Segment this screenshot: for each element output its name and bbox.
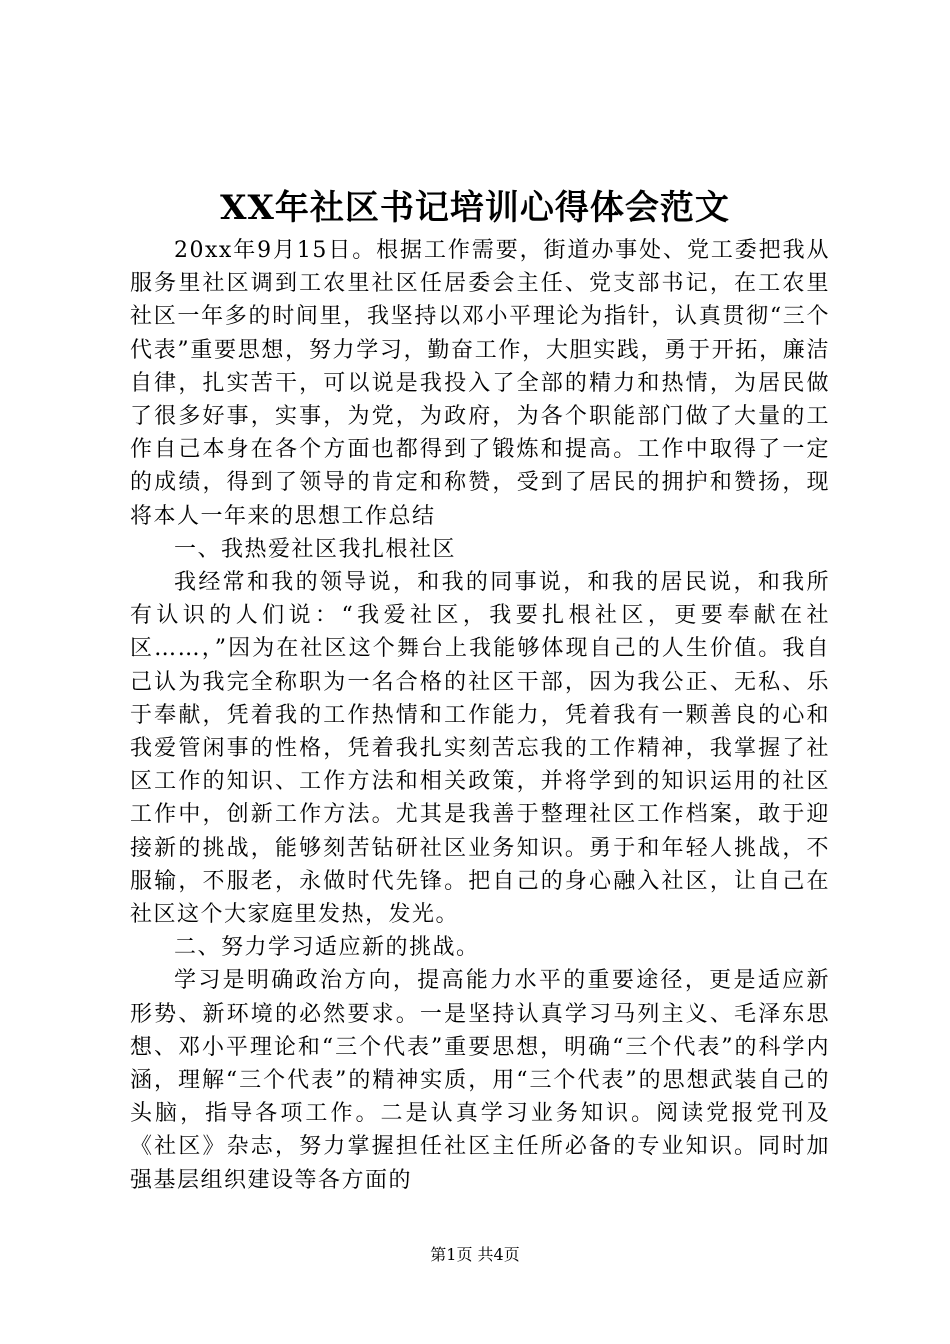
- paragraph-section-2: 学习是明确政治方向，提高能力水平的重要途径，更是适应新形势、新环境的必然要求。一是坚持认真学习马列主义、毛泽东思想、邓小平理论和“三个代表”重要思想，明确“三个代表”的科学内涵，理解“三个代表”的精神实质，用“三个代表”的思想武装自己的头脑，指导各项工作。二是认真学习业务知识。阅读党报党刊及《社区》杂志，努力掌握担任社区主任所必备的专业知识。同时加强基层组织建设等各方面的: [130, 968, 830, 1193]
- page-number-footer: 第1页 共4页: [430, 1245, 520, 1264]
- paragraph-section-1: 我经常和我的领导说，和我的同事说，和我的居民说，和我所有认识的人们说：“我爱社区，我要扎根社区，更要奉献在社区……，”因为在社区这个舞台上我能够体现自己的人生价值。我自己认为我完全称职为一名合格的社区干部，因为我公正、无私、乐于奉献，凭着我的工作热情和工作能力，凭着我有一颗善良的心和我爱管闲事的性格，凭着我扎实刻苦忘我的工作精神，我掌握了社区工作的知识、工作方法和相关政策，并将学到的知识运用的社区工作中，创新工作方法。尤其是我善于整理社区工作档案，敢于迎接新的挑战，能够刻苦钻研社区业务知识。勇于和年轻人挑战，不服输，不服老，永做时代先锋。把自己的身心融入社区，让自己在社区这个大家庭里发热，发光。: [130, 570, 830, 928]
- document-body: [130, 234, 830, 1197]
- paragraph-intro: 20xx年9月15日。根据工作需要，街道办事处、党工委把我从服务里社区调到工农里社区任居委会主任、党支部书记，在工农里社区一年多的时间里，我坚持以邓小平理论为指针，认真贯彻“三个代表”重要思想，努力学习，勤奋工作，大胆实践，勇于开拓，廉洁自律，扎实苦干，可以说是我投入了全部的精力和热情，为居民做了很多好事，实事，为党，为政府，为各个职能部门做了大量的工作自己本身在各个方面也都得到了锻炼和提高。工作中取得了一定的成绩，得到了领导的肯定和称赞，受到了居民的拥护和赞扬，现将本人一年来的思想工作总结: [130, 238, 830, 529]
- document-title: XX年社区书记培训心得体会范文: [220, 188, 730, 228]
- section-heading-1: 一、我热爱社区我扎根社区: [174, 536, 457, 562]
- section-heading-2: 二、努力学习适应新的挑战。: [174, 935, 480, 961]
